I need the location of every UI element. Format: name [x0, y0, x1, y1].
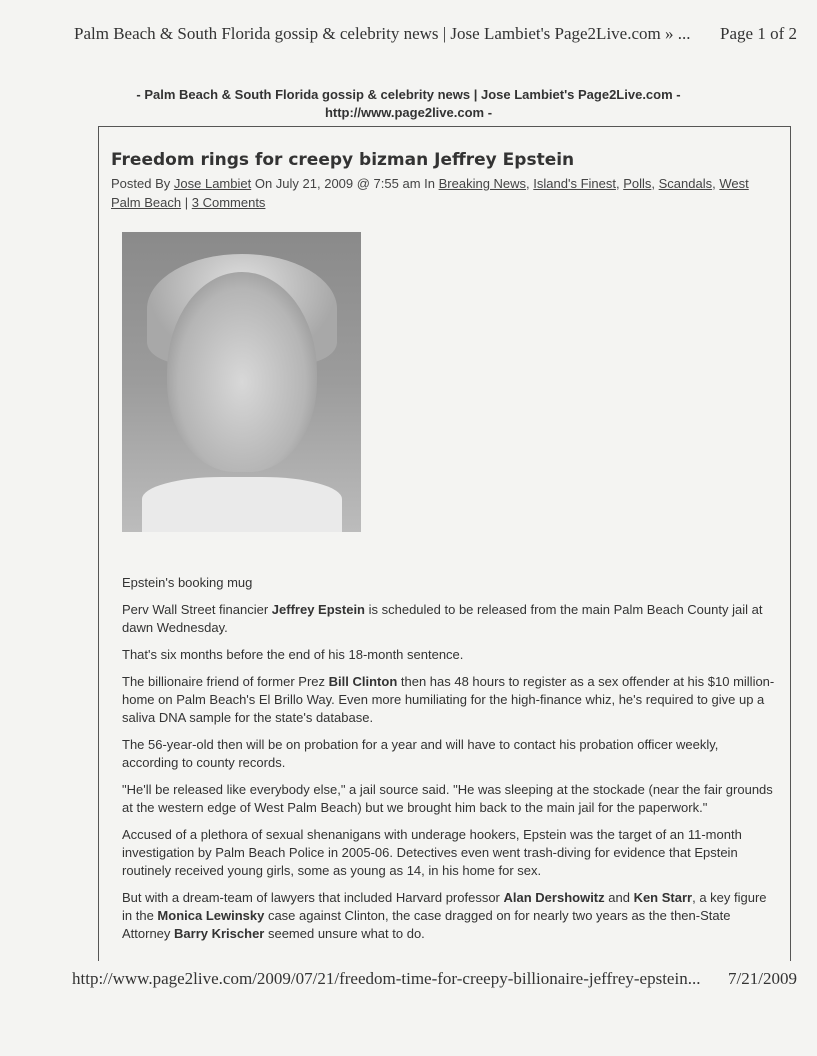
- paragraph: The billionaire friend of former Prez Bill Clinton then has 48 hours to register as a sex offender at his $10 million-home on Palm Beach's El Brillo Way. Even more humiliating for the high-finance whiz, he's required to give up a saliva DNA sample for the state's database.: [122, 674, 775, 725]
- paragraph: Perv Wall Street financier Jeffrey Epstein is scheduled to be released from the main Palm Beach County jail at dawn Wednesday.: [122, 602, 763, 635]
- article-photo: [122, 232, 361, 532]
- category-link[interactable]: Polls: [623, 176, 652, 191]
- article-title: Freedom rings for creepy bizman Jeffrey Epstein: [111, 150, 575, 170]
- posted-by-label: Posted By: [111, 176, 171, 191]
- page-number: Page 1 of 2: [720, 24, 797, 43]
- photo-caption: Epstein's booking mug: [122, 575, 253, 590]
- paragraph: But with a dream-team of lawyers that included Harvard professor Alan Dershowitz and Ken Starr, a key figure in the Monica Lewinsky case against Clinton, the case dragged on for nearly two years as the then-State Attorney Barry Krischer seemed unsure what to do.: [122, 890, 767, 941]
- paragraph: "He'll be released like everybody else," a jail source said. "He was sleeping at the stockade (near the fair grounds at the western edge of West Palm Beach) but we brought him back to the main jail for the paperwork.": [122, 782, 773, 815]
- site-title: - Palm Beach & South Florida gossip & celebrity news | Jose Lambiet's Page2Live.com -: [136, 87, 681, 102]
- print-header-title: Palm Beach & South Florida gossip & celebrity news | Jose Lambiet's Page2Live.com » ...: [74, 24, 691, 43]
- author-link[interactable]: Jose Lambiet: [173, 176, 252, 191]
- site-url: http://www.page2live.com -: [324, 105, 493, 120]
- category-link[interactable]: Scandals: [658, 176, 713, 191]
- category-link[interactable]: Island's Finest: [533, 176, 616, 191]
- article-meta: Posted By Jose Lambiet On July 21, 2009 @ 7:55 am In Breaking News, Island's Finest, Polls, Scandals, West Palm Beach | 3 Comments: [111, 176, 749, 210]
- page-url: http://www.page2live.com/2009/07/21/freedom-time-for-creepy-billionaire-jeffrey-epstein...: [72, 969, 701, 988]
- category-link[interactable]: West Palm Beach: [111, 176, 749, 210]
- paragraph: Accused of a plethora of sexual shenanigans with underage hookers, Epstein was the target of an 11-month investigation by Palm Beach Police in 2005-06. Detectives even went trash-diving for evidence that Epstein routinely received young girls, some as young as 14, in his home for sex.: [122, 827, 742, 878]
- print-header: [74, 24, 797, 44]
- paragraph: The 56-year-old then will be on probation for a year and will have to contact his probation officer weekly, according to county records.: [122, 737, 719, 770]
- article-body: [122, 574, 776, 943]
- paragraph: That's six months before the end of his 18-month sentence.: [122, 647, 464, 662]
- site-header: [79, 86, 739, 122]
- comments-link[interactable]: 3 Comments: [191, 195, 266, 210]
- article-content: [111, 232, 776, 943]
- article-box: [98, 126, 791, 961]
- separator: |: [184, 195, 189, 210]
- print-date: 7/21/2009: [728, 969, 797, 988]
- post-date: On July 21, 2009 @ 7:55 am In: [254, 176, 435, 191]
- print-footer: [72, 969, 797, 989]
- category-link[interactable]: Breaking News: [438, 176, 527, 191]
